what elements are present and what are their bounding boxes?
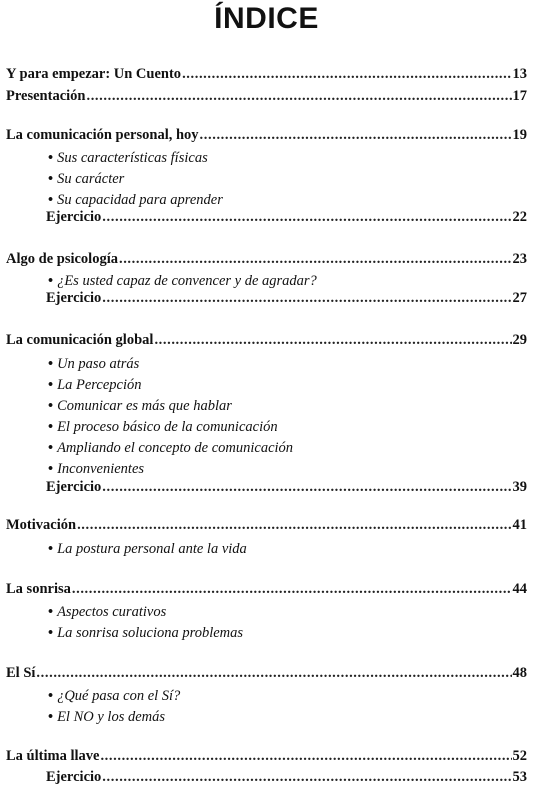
toc-entry-el-si[interactable] [6, 665, 527, 687]
toc-subitem [48, 688, 180, 710]
toc-subitem [48, 356, 139, 378]
toc-page-number: 27 [512, 290, 527, 306]
toc-entry-motivacion[interactable] [6, 517, 527, 539]
toc-page-number: 52 [512, 748, 527, 764]
toc-subitem-label: El proceso básico de la comunicación [57, 419, 278, 435]
toc-entry-presentacion[interactable] [6, 88, 527, 110]
toc-page-number: 19 [512, 127, 527, 143]
toc-subitem [48, 419, 278, 441]
toc-page-number: 17 [512, 88, 527, 104]
toc-entry-label: Ejercicio [46, 479, 102, 495]
toc-entry-label: Ejercicio [46, 290, 102, 306]
bullet-icon: • [48, 356, 54, 372]
dot-leader [119, 251, 512, 268]
dot-leader [182, 66, 511, 83]
toc-entry-label: Ejercicio [46, 209, 102, 225]
bullet-icon: • [48, 377, 54, 393]
toc-subitem [48, 709, 165, 731]
bullet-icon: • [48, 604, 54, 620]
toc-entry-ejercicio[interactable] [46, 290, 527, 312]
toc-entry-sonrisa[interactable] [6, 581, 527, 603]
toc-entry-ejercicio[interactable] [46, 479, 527, 501]
toc-entry-label: Presentación [6, 88, 86, 104]
bullet-icon: • [48, 171, 54, 187]
toc-page-number: 13 [512, 66, 527, 82]
bullet-icon: • [48, 398, 54, 414]
toc-subitem [48, 440, 293, 462]
toc-subitem-label: Sus características físicas [57, 150, 208, 166]
bullet-icon: • [48, 709, 54, 725]
toc-subitem-label: La Percepción [57, 377, 142, 393]
toc-subitem [48, 625, 243, 647]
toc-subitem [48, 541, 247, 563]
toc-entry-psicologia[interactable] [6, 251, 527, 273]
bullet-icon: • [48, 273, 54, 289]
index-title: ÍNDICE [214, 2, 319, 35]
dot-leader [72, 581, 512, 598]
toc-entry-ejercicio[interactable] [46, 209, 527, 231]
bullet-icon: • [48, 625, 54, 641]
toc-entry-label: El Sí [6, 665, 36, 681]
dot-leader [77, 517, 511, 534]
toc-subitem-label: Aspectos curativos [57, 604, 167, 620]
toc-subitem-label: Su carácter [57, 171, 125, 187]
toc-subitem [48, 150, 208, 172]
dot-leader [102, 290, 511, 307]
toc-page-number: 39 [512, 479, 527, 495]
toc-page-number: 53 [512, 769, 527, 785]
toc-entry-un-cuento[interactable] [6, 66, 527, 88]
dot-leader [102, 479, 511, 496]
toc-page-number: 48 [512, 665, 527, 681]
toc-subitem [48, 171, 124, 193]
toc-entry-label: Y para empezar: Un Cuento [6, 66, 182, 82]
toc-subitem-label: El NO y los demás [57, 709, 166, 725]
toc-subitem [48, 398, 232, 420]
toc-entry-label: Ejercicio [46, 769, 102, 785]
toc-entry-comunicacion-personal[interactable] [6, 127, 527, 149]
toc-page-number: 41 [512, 517, 527, 533]
toc-subitem [48, 604, 166, 626]
toc-entry-label: Motivación [6, 517, 77, 533]
toc-subitem [48, 377, 142, 399]
bullet-icon: • [48, 541, 54, 557]
toc-entry-label: La comunicación global [6, 332, 154, 348]
toc-subitem-label: Ampliando el concepto de comunicación [57, 440, 294, 456]
toc-subitem-label: La postura personal ante la vida [57, 541, 247, 557]
bullet-icon: • [48, 440, 54, 456]
toc-subitem-label: Comunicar es más que hablar [57, 398, 232, 414]
toc-entry-ultima-llave[interactable] [6, 748, 527, 770]
toc-subitem-label: ¿Qué pasa con el Sí? [57, 688, 181, 704]
toc-entry-label: La comunicación personal, hoy [6, 127, 199, 143]
bullet-icon: • [48, 192, 54, 208]
dot-leader [36, 665, 511, 682]
dot-leader [200, 127, 512, 144]
toc-subitem-label: ¿Es usted capaz de convencer y de agradar? [57, 273, 317, 289]
toc-entry-ejercicio[interactable] [46, 769, 527, 791]
bullet-icon: • [48, 150, 54, 166]
toc-entry-label: La última llave [6, 748, 100, 764]
bullet-icon: • [48, 461, 54, 477]
toc-page-number: 23 [512, 251, 527, 267]
toc-page-number: 29 [512, 332, 527, 348]
toc-page-number: 22 [512, 209, 527, 225]
dot-leader [154, 332, 511, 349]
toc-subitem-label: Inconvenientes [57, 461, 145, 477]
dot-leader [100, 748, 511, 765]
toc-entry-comunicacion-global[interactable] [6, 332, 527, 354]
bullet-icon: • [48, 688, 54, 704]
toc-subitem-label: Un paso atrás [57, 356, 140, 372]
toc-page-number: 44 [512, 581, 527, 597]
dot-leader [86, 88, 511, 105]
toc-entry-label: La sonrisa [6, 581, 71, 597]
dot-leader [102, 209, 511, 226]
dot-leader [102, 769, 511, 786]
toc-subitem-label: Su capacidad para aprender [57, 192, 223, 208]
toc-subitem-label: La sonrisa soluciona problemas [57, 625, 244, 641]
toc-entry-label: Algo de psicología [6, 251, 118, 267]
bullet-icon: • [48, 419, 54, 435]
